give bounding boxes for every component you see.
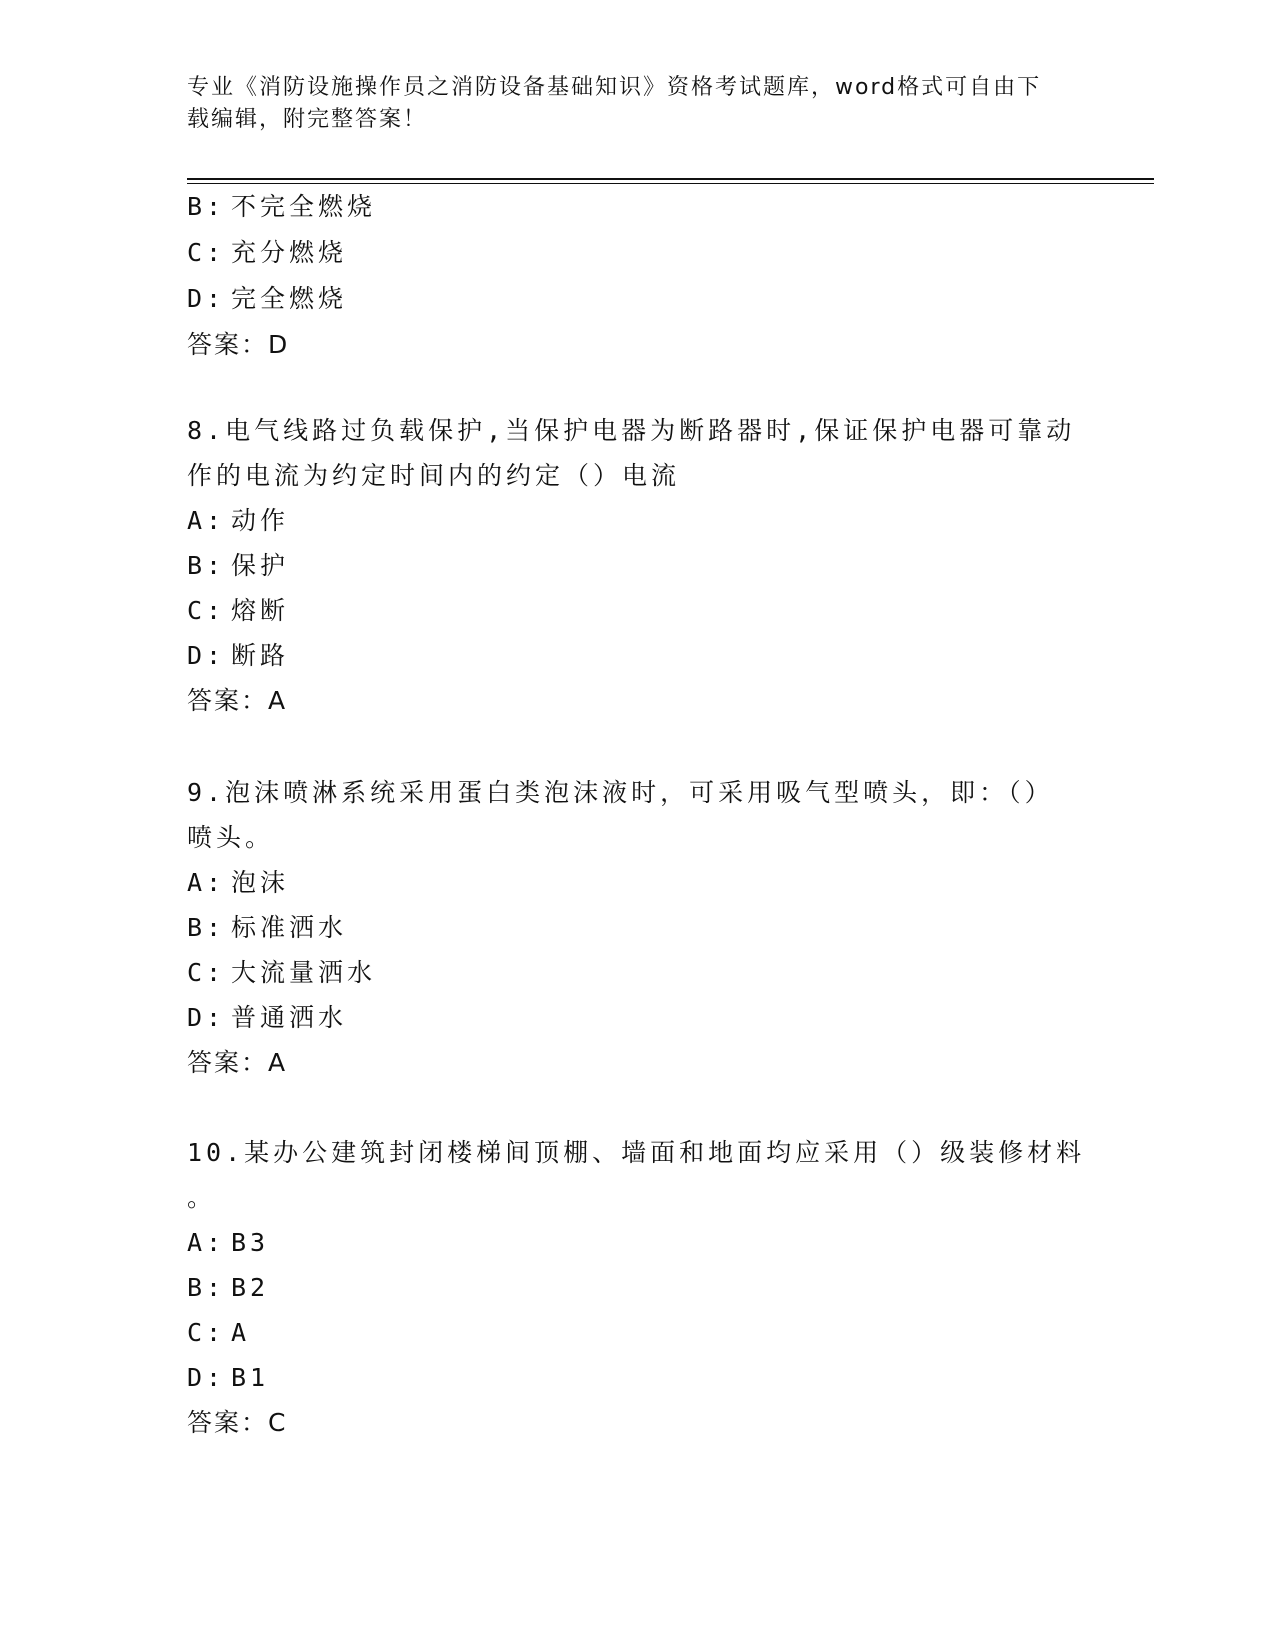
- option-item: C: 熔断: [187, 596, 290, 625]
- answer-line: 答案：D: [187, 330, 290, 359]
- option-item: B: B2: [187, 1273, 270, 1302]
- option-item: C: 大流量洒水: [187, 958, 377, 987]
- option-item: C: A: [187, 1318, 251, 1347]
- question-stem-line-1: 8.电气线路过负载保护,当保护电器为断路器时,保证保护电器可靠动: [187, 416, 1076, 445]
- answer-line: 答案：C: [187, 1408, 288, 1437]
- question-stem-line-2: 作的电流为约定时间内的约定（）电流: [187, 461, 681, 490]
- question-8: [187, 408, 1087, 723]
- question-10: [187, 1130, 1087, 1445]
- header-line-2: 载编辑，附完整答案！: [187, 107, 428, 132]
- option-item: B: 保护: [187, 551, 290, 580]
- document-header: [187, 72, 1067, 136]
- prev-question-options: [187, 184, 1087, 368]
- option-item: A: B3: [187, 1228, 270, 1257]
- question-stem-line-1: 9.泡沫喷淋系统采用蛋白类泡沫液时，可采用吸气型喷头，即：（）: [187, 778, 1054, 807]
- option-item: D: 断路: [187, 641, 290, 670]
- option-item: A: 泡沫: [187, 868, 290, 897]
- option-item: B: 标准洒水: [187, 913, 348, 942]
- header-rule-thick: [187, 178, 1154, 180]
- option-item: A: 动作: [187, 506, 290, 535]
- answer-line: 答案：A: [187, 686, 288, 715]
- question-stem-line-1: 10.某办公建筑封闭楼梯间顶棚、墙面和地面均应采用（）级装修材料: [187, 1138, 1086, 1167]
- option-item: B: 不完全燃烧: [187, 192, 377, 221]
- question-stem-line-2: 。: [187, 1183, 217, 1212]
- answer-line: 答案：A: [187, 1048, 288, 1077]
- question-stem-line-2: 喷头。: [187, 823, 275, 852]
- option-item: D: 普通洒水: [187, 1003, 348, 1032]
- option-item: C: 充分燃烧: [187, 238, 348, 267]
- option-item: D: 完全燃烧: [187, 284, 348, 313]
- header-line-1: 专业《消防设施操作员之消防设备基础知识》资格考试题库，word格式可自由下: [187, 75, 1042, 100]
- question-9: [187, 770, 1087, 1085]
- option-item: D: B1: [187, 1363, 270, 1392]
